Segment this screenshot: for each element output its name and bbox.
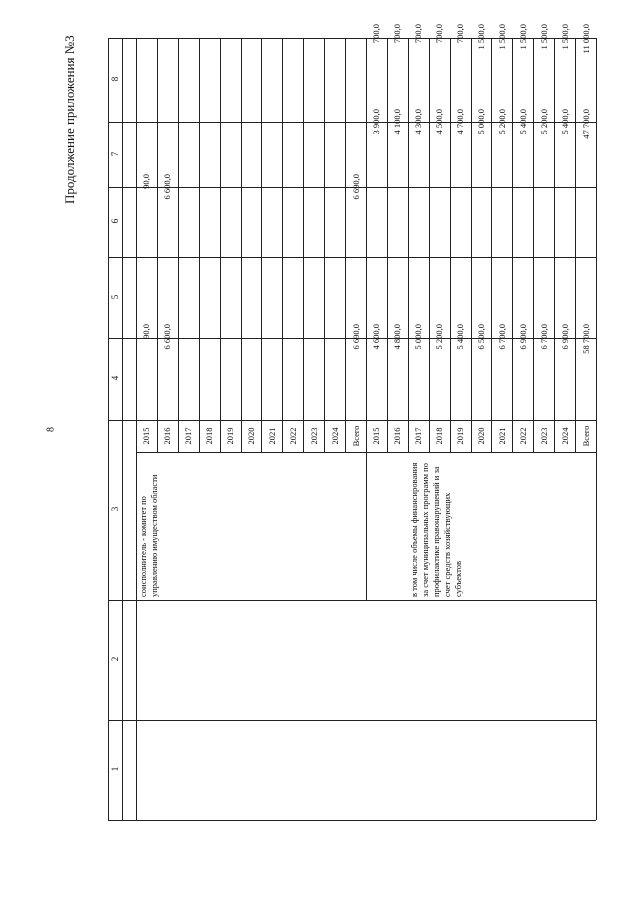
- value-cell-c7: 4 700,0: [455, 109, 466, 135]
- value-cell-c4: 6 500,0: [476, 324, 486, 350]
- table-grid-line: [303, 38, 304, 452]
- table-grid-line: [108, 38, 109, 820]
- value-cell-c6: 6 690,0: [350, 174, 361, 200]
- value-cell-c6: 6 600,0: [162, 174, 173, 200]
- table-grid-line: [220, 38, 221, 452]
- value-cell-c7: 5 400,0: [559, 109, 570, 135]
- value-cell-c7: 5 200,0: [538, 109, 549, 135]
- value-cell-c4: 5 000,0: [413, 324, 424, 350]
- year-cell: 2021: [266, 427, 277, 445]
- year-cell: Всего: [580, 425, 591, 447]
- value-cell-c4: 6 700,0: [538, 324, 549, 350]
- value-cell-c6: 90,0: [141, 174, 152, 189]
- column-number-1: 1: [110, 766, 120, 772]
- value-cell-c8: 700,0: [434, 24, 445, 44]
- value-cell-c8: 1 500,0: [496, 24, 507, 50]
- table-grid-line: [108, 820, 596, 821]
- description-block-1: соисполнитель - комитет по управлению имуществом области: [138, 474, 159, 597]
- year-cell: 2017: [413, 427, 424, 445]
- value-cell-c8: 700,0: [371, 24, 382, 44]
- year-cell: 2016: [392, 427, 403, 445]
- table-grid-line: [345, 38, 346, 452]
- value-cell-c7: 5 000,0: [476, 109, 486, 135]
- year-cell: 2024: [559, 427, 570, 445]
- value-cell-c8: 1 500,0: [517, 24, 528, 50]
- year-cell: 2015: [141, 427, 152, 445]
- year-cell: 2019: [225, 427, 236, 445]
- description-block-2: в том числе объемы финансирования за счет муниципальных программ по профилактике правонарушений и за счет средств хозяйствующих субъектов: [409, 462, 463, 597]
- column-number-6: 6: [110, 218, 120, 224]
- table-grid-line: [596, 38, 597, 820]
- year-cell: 2023: [308, 427, 319, 445]
- table-grid-line: [429, 38, 430, 452]
- value-cell-c4: 4 600,0: [371, 324, 382, 350]
- year-cell: 2017: [183, 427, 194, 445]
- value-cell-c8: 11 000,0: [580, 24, 591, 54]
- value-cell-c4: 58 700,0: [580, 324, 591, 354]
- table-grid-line: [366, 452, 367, 600]
- value-cell-c8: 700,0: [413, 24, 424, 44]
- table-grid-line: [261, 38, 262, 452]
- value-cell-c4: 5 400,0: [455, 324, 466, 350]
- value-cell-c8: 1 500,0: [559, 24, 570, 50]
- table-grid-line: [450, 38, 451, 452]
- column-number-2: 2: [110, 656, 120, 662]
- column-number-4: 4: [110, 375, 120, 381]
- table-grid-line: [512, 38, 513, 452]
- table-grid-line: [157, 38, 158, 452]
- value-cell-c8: 1 500,0: [476, 24, 486, 50]
- value-cell-c4: 6 900,0: [517, 324, 528, 350]
- value-cell-c4: 6 700,0: [496, 324, 507, 350]
- table-grid-line: [554, 38, 555, 452]
- value-cell-c8: 1 500,0: [538, 24, 549, 50]
- table-grid-line: [324, 38, 325, 452]
- year-cell: Всего: [350, 425, 361, 447]
- year-cell: 2020: [246, 427, 256, 445]
- value-cell-c4: 6 600,0: [162, 324, 173, 350]
- year-cell: 2024: [329, 427, 340, 445]
- value-cell-c7: 47 700,0: [580, 109, 591, 139]
- column-number-8: 8: [110, 76, 120, 82]
- year-cell: 2018: [204, 427, 215, 445]
- column-number-7: 7: [110, 151, 120, 156]
- table-grid-line: [491, 38, 492, 452]
- table-grid-line: [199, 38, 200, 452]
- value-cell-c7: 5 400,0: [517, 109, 528, 135]
- value-cell-c8: 700,0: [392, 24, 403, 44]
- year-cell: 2022: [287, 427, 298, 445]
- column-number-5: 5: [110, 294, 120, 299]
- year-cell: 2022: [517, 427, 528, 445]
- year-cell: 2020: [476, 427, 486, 445]
- table-grid-line: [366, 38, 367, 452]
- value-cell-c7: 4 500,0: [434, 109, 445, 135]
- value-cell-c8: 700,0: [455, 24, 466, 44]
- value-cell-c7: 4 100,0: [392, 109, 403, 135]
- year-cell: 2016: [162, 427, 173, 445]
- value-cell-c4: 5 200,0: [434, 324, 445, 350]
- table-grid-line: [122, 38, 123, 820]
- table-grid-line: [136, 38, 137, 820]
- table-grid-line: [241, 38, 242, 452]
- year-cell: 2015: [371, 427, 382, 445]
- year-cell: 2019: [455, 427, 466, 445]
- table-grid-line: [108, 600, 596, 601]
- table-grid-line: [575, 38, 576, 452]
- year-cell: 2018: [434, 427, 445, 445]
- value-cell-c4: 6 690,0: [350, 324, 361, 350]
- value-cell-c7: 4 300,0: [413, 109, 424, 135]
- year-cell: 2023: [538, 427, 549, 445]
- table-grid-line: [282, 38, 283, 452]
- table-grid-line: [408, 38, 409, 452]
- table-grid-line: [533, 38, 534, 452]
- column-number-3: 3: [110, 506, 120, 512]
- table-grid-line: [108, 720, 596, 721]
- page-number: 8: [45, 427, 57, 432]
- value-cell-c7: 5 200,0: [496, 109, 507, 135]
- year-cell: 2021: [496, 427, 507, 445]
- table-grid-line: [387, 38, 388, 452]
- table-grid-line: [108, 257, 596, 258]
- value-cell-c4: 6 900,0: [559, 324, 570, 350]
- table-grid-line: [178, 38, 179, 452]
- table-grid-line: [471, 38, 472, 452]
- value-cell-c4: 90,0: [141, 324, 152, 339]
- value-cell-c4: 4 800,0: [392, 324, 403, 350]
- value-cell-c7: 3 900,0: [371, 109, 382, 135]
- continuation-title: Продолжение приложения №3: [62, 35, 77, 204]
